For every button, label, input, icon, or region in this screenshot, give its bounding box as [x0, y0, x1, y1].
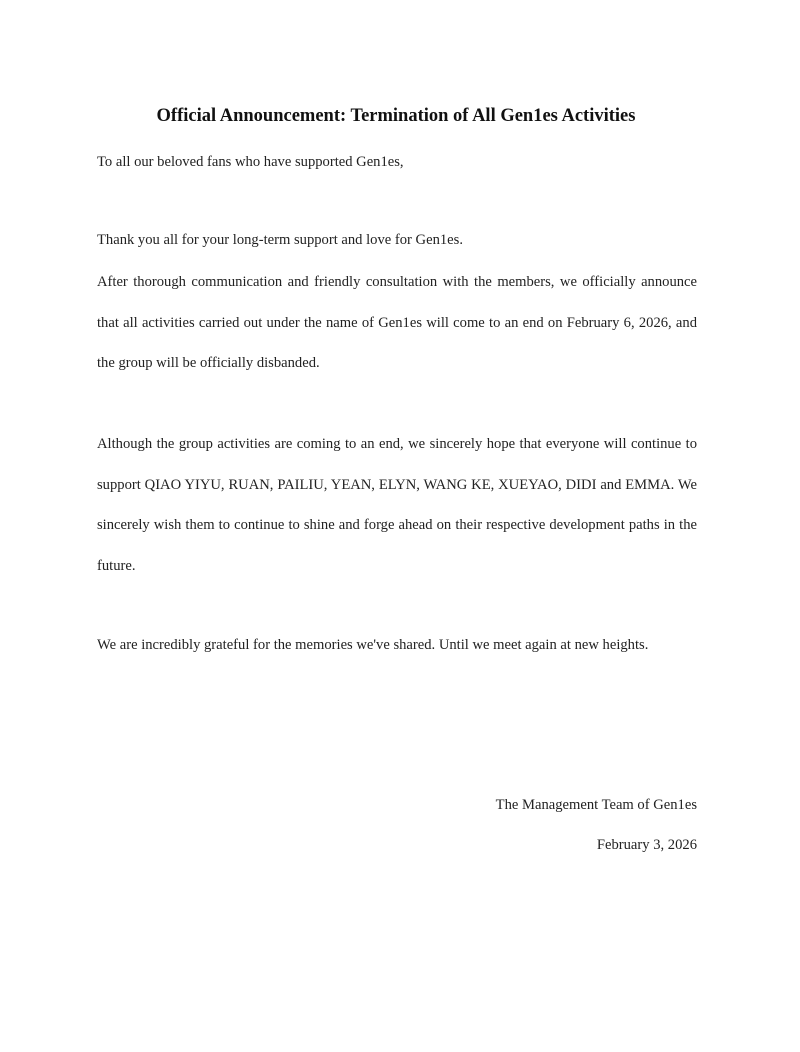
signature: The Management Team of Gen1es [495, 797, 697, 813]
signature-date: February 3, 2026 [596, 837, 697, 853]
paragraph-disband-notice: After thorough communication and friendly consultation with the members, we officially announce that all activities carried out under the name of Gen1es will come to an end on February 6, 2026, and the group will be officially disbanded. [97, 274, 697, 371]
paragraph-member-support: Although the group activities are coming to an end, we sincerely hope that everyone will continue to support QIAO YIYU, RUAN, PAILIU, YEAN, ELYN, WANG KE, XUEYAO, DIDI and EMMA. We sincerely wish them to continue to shine and forge ahead on their respective development paths in the future. [97, 436, 697, 574]
paragraph-thanks: Thank you all for your long-term support and love for Gen1es. [97, 232, 463, 248]
paragraph-gratitude: We are incredibly grateful for the memories we've shared. Until we meet again at new heights. [97, 637, 649, 653]
document-title: Official Announcement: Termination of All Gen1es Activities [156, 106, 636, 126]
greeting: To all our beloved fans who have supported Gen1es, [97, 154, 404, 170]
